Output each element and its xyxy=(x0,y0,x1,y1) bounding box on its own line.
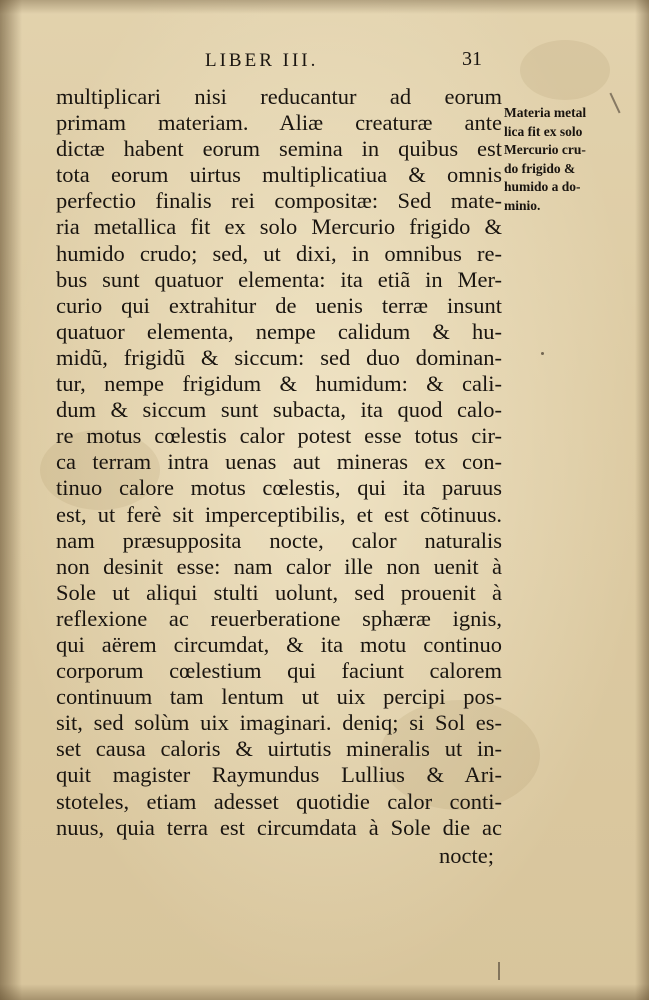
page-edge-shadow-right xyxy=(635,0,649,1000)
pencil-mark xyxy=(498,962,500,980)
text-line: nuus, quia terra est circumdata à Sole die ac xyxy=(56,814,502,840)
text-line: dum & siccum sunt subacta, ita quod calo- xyxy=(56,397,502,423)
text-line: bus sunt quatuor elementa: ita etiã in Mer- xyxy=(56,266,502,292)
text-line: perfectio finalis rei compositæ: Sed mate- xyxy=(56,188,502,214)
text-line: set causa caloris & uirtutis mineralis ut in- xyxy=(56,736,502,762)
text-line: qui aërem circumdat, & ita motu continuo xyxy=(56,631,502,657)
text-line: non desinit esse: nam calor ille non uenit à xyxy=(56,553,502,579)
margin-note-line: do frigido & xyxy=(504,160,576,176)
text-line: tinuo calore motus cœlestis, qui ita paruus xyxy=(56,475,502,501)
text-line: sit, sed solùm uix imaginari. deniq; si Sol es- xyxy=(56,710,502,736)
paper-stain xyxy=(520,40,610,100)
text-line: ria metallica fit ex solo Mercurio frigido & xyxy=(56,214,502,240)
text-line: quit magister Raymundus Lullius & Ari- xyxy=(56,762,502,788)
page-edge-shadow-left xyxy=(0,0,22,1000)
page-edge-shadow-top xyxy=(0,0,649,14)
text-line: primam materiam. Aliæ creaturæ ante xyxy=(56,110,502,136)
text-line: continuum tam lentum ut uix percipi pos- xyxy=(56,684,502,710)
running-head: LIBER III. xyxy=(205,50,319,71)
text-line: stoteles, etiam adesset quotidie calor conti- xyxy=(56,788,502,814)
margin-note-line: Materia metal xyxy=(504,105,587,120)
margin-note-line: minio. xyxy=(504,197,541,213)
text-line: re motus cœlestis calor potest esse totus cir- xyxy=(56,423,502,449)
text-line: ca terram intra uenas aut mineras ex con- xyxy=(56,449,502,475)
text-line: tota eorum uirtus multiplicatiua & omnis xyxy=(56,162,502,188)
page-edge-shadow-bottom xyxy=(0,984,649,1000)
text-line: nam præsupposita nocte, calor naturalis xyxy=(56,527,502,553)
text-line: humido crudo; sed, ut dixi, in omnibus re- xyxy=(56,240,502,266)
text-line: reflexione ac reuerberatione sphæræ ignis, xyxy=(56,605,502,631)
text-line: curio qui extrahitur de uenis terræ insunt xyxy=(56,292,502,318)
text-line: multiplicari nisi reducantur ad eorum xyxy=(56,84,502,109)
page-number: 31 xyxy=(462,48,482,70)
margin-note xyxy=(504,104,632,215)
catchword: nocte; xyxy=(439,842,494,868)
text-line: Sole ut aliqui stulti uolunt, sed prouenit à xyxy=(56,579,502,605)
main-text-block xyxy=(56,84,502,869)
ink-speck xyxy=(541,352,544,355)
text-line: quatuor elementa, nempe calidum & hu- xyxy=(56,318,502,344)
text-line: tur, nempe frigidum & humidum: & cali- xyxy=(56,371,502,397)
text-line: dictæ habent eorum semina in quibus est xyxy=(56,136,502,162)
text-line: corporum cœlestium qui faciunt calorem xyxy=(56,658,502,684)
margin-note-line: Mercurio cru- xyxy=(504,142,586,157)
text-line: midũ, frigidũ & siccum: sed duo dominan- xyxy=(56,344,502,370)
margin-note-line: lica fit ex solo xyxy=(504,123,583,139)
text-line: est, ut ferè sit imperceptibilis, et est cõtinuus. xyxy=(56,501,502,527)
margin-note-line: humido a do- xyxy=(504,179,581,194)
